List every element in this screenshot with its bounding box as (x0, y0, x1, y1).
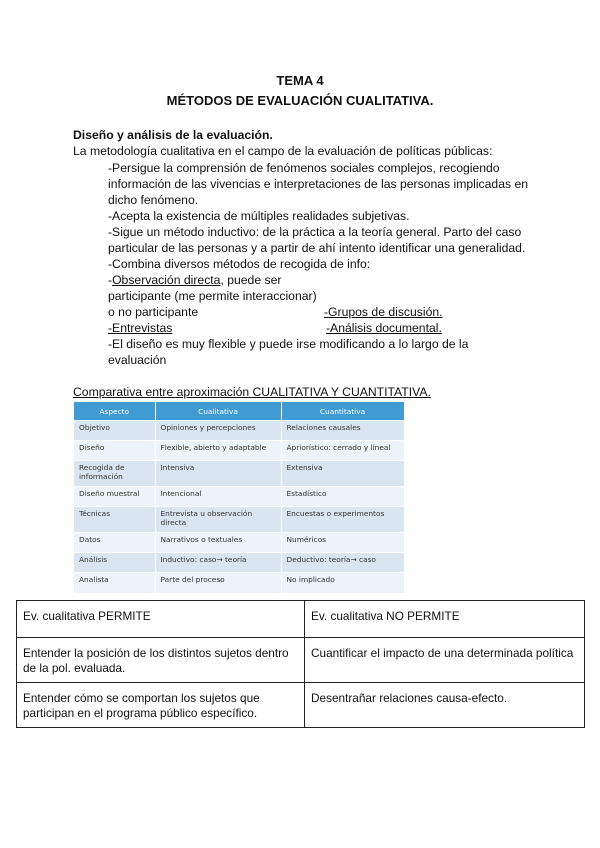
comparison-cell: Numéricos (281, 533, 404, 553)
permits-row (17, 683, 585, 728)
comparison-cell: Relaciones causales (281, 421, 404, 441)
comparison-header-quantitative: Cuantitativa (281, 402, 404, 421)
comparison-cell: Deductivo: teoría→ caso (281, 553, 404, 573)
permits-row (17, 638, 585, 683)
comparison-row (74, 461, 404, 487)
comparison-cell: Objetivo (74, 421, 155, 441)
observation-line-3: o no participante (108, 305, 199, 319)
comparison-cell: Diseño muestral (74, 487, 155, 507)
observation-dash: - (108, 273, 113, 287)
comparison-row (74, 441, 404, 461)
comparison-cell: Recogida de información (74, 461, 155, 487)
comparison-cell: Narrativos o textuales (155, 533, 281, 553)
permits-header-not-allows: Ev. cualitativa NO PERMITE (305, 601, 585, 638)
observation-link: Observación directa (112, 273, 221, 287)
focus-groups: -Grupos de discusión. (324, 305, 443, 319)
comparison-table (74, 402, 405, 593)
comparison-cell: Datos (74, 533, 155, 553)
comparison-row (74, 553, 404, 573)
document-analysis: -Análisis documental. (326, 321, 442, 335)
bullet-3-line-2: particular de las personas y a partir de ahí intento identificar una generalidad. (108, 241, 526, 255)
bullet-1-line-3: dicho fenómeno. (108, 193, 199, 207)
comparison-cell: Extensiva (281, 461, 404, 487)
bullet-1-line-1: -Persigue la comprensión de fenómenos sociales complejos, recogiendo (108, 161, 500, 175)
comparison-cell: Inductivo: caso→ teoría (155, 553, 281, 573)
comparison-cell: Flexible, abierto y adaptable (155, 441, 281, 461)
comparison-cell: Estadístico (281, 487, 404, 507)
comparison-cell: Técnicas (74, 507, 155, 533)
comparison-cell: Parte del proceso (155, 573, 281, 593)
comparison-cell: Encuestas o experimentos (281, 507, 404, 533)
permits-table (16, 600, 585, 728)
bullet-4: -Combina diversos métodos de recogida de info: (108, 257, 371, 271)
bullet-5-line-2: evaluación (108, 353, 167, 367)
comparison-row (74, 487, 404, 507)
comparison-row (74, 533, 404, 553)
comparison-cell: No implicado (281, 573, 404, 593)
comparison-cell: Intencional (155, 487, 281, 507)
comparison-cell: Análisis (74, 553, 155, 573)
observation-line (108, 272, 281, 288)
permits-header-allows: Ev. cualitativa PERMITE (17, 601, 305, 638)
permits-cell: Desentrañar relaciones causa-efecto. (305, 683, 585, 728)
intro-text: La metodología cualitativa en el campo de la evaluación de políticas públicas: (73, 144, 493, 158)
comparison-row (74, 421, 404, 441)
comparison-header-row (74, 402, 404, 421)
comparison-cell: Analista (74, 573, 155, 593)
permits-header-row (17, 601, 585, 638)
page-title: MÉTODOS DE EVALUACIÓN CUALITATIVA. (166, 93, 434, 108)
comparison-cell: Diseño (74, 441, 155, 461)
observation-line-2: participante (me permite interaccionar) (108, 289, 317, 303)
interviews: -Entrevistas (108, 321, 173, 335)
permits-cell: Cuantificar el impacto de una determinada política (305, 638, 585, 683)
comparison-row (74, 507, 404, 533)
comparison-row (74, 573, 404, 593)
bullet-1-line-2: información de las vivencias e interpretaciones de las personas implicadas en (108, 177, 529, 191)
bullet-5-line-1: -El diseño es muy flexible y puede irse modificando a lo largo de la (108, 337, 469, 351)
bullet-3-line-1: -Sigue un método inductivo: de la práctica a la teoría general. Parto del caso (108, 225, 522, 239)
comparison-caption: Comparativa entre aproximación CUALITATIVA Y CUANTITATIVA. (73, 385, 431, 399)
observation-rest: , puede ser (220, 273, 282, 287)
topic-number: TEMA 4 (276, 73, 324, 88)
permits-cell: Entender la posición de los distintos sujetos dentro de la pol. evaluada. (17, 638, 305, 683)
comparison-cell: Opiniones y percepciones (155, 421, 281, 441)
comparison-cell: Intensiva (155, 461, 281, 487)
comparison-cell: Entrevista u observación directa (155, 507, 281, 533)
bullet-2: -Acepta la existencia de múltiples realidades subjetivas. (108, 209, 410, 223)
permits-cell: Entender cómo se comportan los sujetos que participan en el programa público específico. (17, 683, 305, 728)
comparison-cell: Apriorístico: cerrado y lineal (281, 441, 404, 461)
section-heading: Diseño y análisis de la evaluación. (73, 128, 273, 142)
comparison-header-aspect: Aspecto (74, 402, 155, 421)
comparison-header-qualitative: Cualitativa (155, 402, 281, 421)
